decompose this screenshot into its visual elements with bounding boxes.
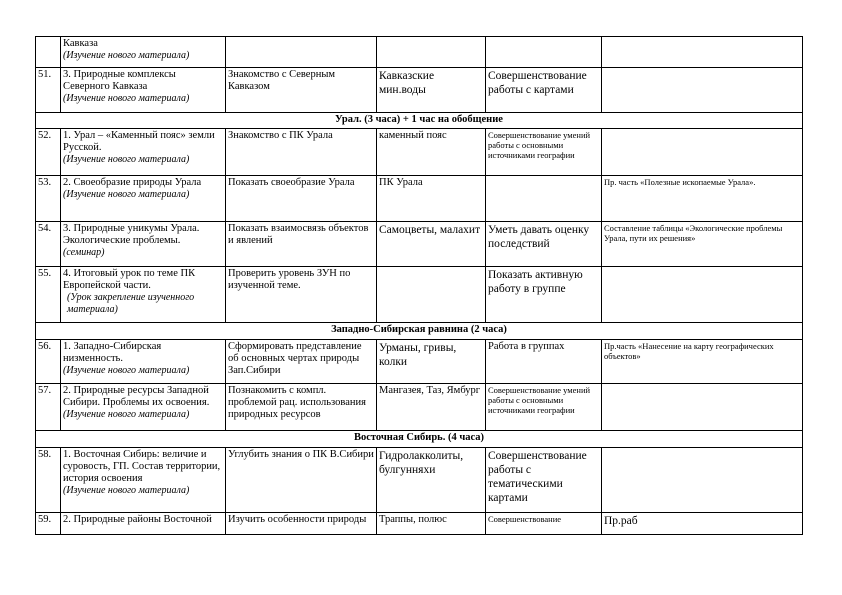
lesson-topic: 2. Природные ресурсы Западной Сибири. Проблемы их освоения. (Изучение нового материала)	[61, 384, 226, 431]
table-row	[36, 37, 803, 68]
lesson-topic: 2. Своеобразие природы Урала (Изучение нового материала)	[61, 176, 226, 222]
curriculum-table	[35, 36, 803, 535]
practical-work: Пр. часть «Полезные ископаемые Урала».	[602, 176, 803, 222]
section-title: Урал. (3 часа) + 1 час на обобщение	[36, 113, 803, 129]
practical-work: Составление таблицы «Экологические проблемы Урала, пути их решения»	[602, 222, 803, 267]
lesson-goal: Показать своеобразие Урала	[226, 176, 377, 222]
lesson-topic: 1. Восточная Сибирь: величие и суровость, ГП. Состав территории, история освоения (Изучение нового материала)	[61, 448, 226, 513]
lesson-goal: Сформировать представление об основных чертах природы Зап.Сибири	[226, 340, 377, 384]
skills: Совершенствование работы с тематическими картами	[486, 448, 602, 513]
table-row	[36, 222, 803, 267]
section-header	[36, 113, 803, 129]
row-number: 52.	[36, 129, 61, 176]
table-row	[36, 267, 803, 323]
table-row	[36, 68, 803, 113]
row-number: 51.	[36, 68, 61, 113]
skills: Совершенствование умений работы с основными источниками географии	[486, 129, 602, 176]
lesson-goal: Познакомить с компл. проблемой рац. использования природных ресурсов	[226, 384, 377, 431]
key-terms: каменный пояс	[377, 129, 486, 176]
table-row	[36, 340, 803, 384]
section-title: Восточная Сибирь. (4 часа)	[36, 431, 803, 448]
lesson-goal: Знакомство с Северным Кавказом	[226, 68, 377, 113]
key-terms: Гидролакколиты, булгунняхи	[377, 448, 486, 513]
lesson-topic: 3. Природные уникумы Урала. Экологические проблемы. (семинар)	[61, 222, 226, 267]
section-header	[36, 431, 803, 448]
lesson-goal: Знакомство с ПК Урала	[226, 129, 377, 176]
row-number: 59.	[36, 513, 61, 535]
lesson-topic: 1. Западно-Сибирская низменность. (Изучение нового материала)	[61, 340, 226, 384]
practical-work: Пр.часть «Нанесение на карту географических объектов»	[602, 340, 803, 384]
table-row	[36, 176, 803, 222]
key-terms: Урманы, гривы, колки	[377, 340, 486, 384]
key-terms: ПК Урала	[377, 176, 486, 222]
row-number	[36, 37, 61, 68]
row-number: 54.	[36, 222, 61, 267]
row-number: 55.	[36, 267, 61, 323]
key-terms: Мангазея, Таз, Ямбург	[377, 384, 486, 431]
table-row	[36, 384, 803, 431]
skills: Совершенствование работы с картами	[486, 68, 602, 113]
key-terms: Кавказские мин.воды	[377, 68, 486, 113]
skills: Уметь давать оценку последствий	[486, 222, 602, 267]
lesson-topic: 1. Урал – «Каменный пояс» земли Русской. (Изучение нового материала)	[61, 129, 226, 176]
lesson-topic: 3. Природные комплексы Северного Кавказа (Изучение нового материала)	[61, 68, 226, 113]
row-number: 53.	[36, 176, 61, 222]
section-title: Западно-Сибирская равнина (2 часа)	[36, 323, 803, 340]
section-header	[36, 323, 803, 340]
table-row	[36, 513, 803, 535]
lesson-topic: 4. Итоговый урок по теме ПК Европейской части. (Урок закрепление изученного материала)	[61, 267, 226, 323]
lesson-goal: Изучить особенности природы	[226, 513, 377, 535]
skills: Работа в группах	[486, 340, 602, 384]
lesson-goal: Углубить знания о ПК В.Сибири	[226, 448, 377, 513]
table-row	[36, 129, 803, 176]
key-terms: Самоцветы, малахит	[377, 222, 486, 267]
skills: Совершенствование умений работы с основными источниками географии	[486, 384, 602, 431]
skills: Показать активную работу в группе	[486, 267, 602, 323]
row-number: 57.	[36, 384, 61, 431]
row-number: 58.	[36, 448, 61, 513]
key-terms: Траппы, полюс	[377, 513, 486, 535]
lesson-topic: 2. Природные районы Восточной	[61, 513, 226, 535]
practical-work: Пр.раб	[602, 513, 803, 535]
table-row	[36, 448, 803, 513]
skills: Совершенствование	[486, 513, 602, 535]
lesson-goal: Показать взаимосвязь объектов и явлений	[226, 222, 377, 267]
lesson-topic: Кавказа (Изучение нового материала)	[61, 37, 226, 68]
row-number: 56.	[36, 340, 61, 384]
lesson-goal: Проверить уровень ЗУН по изученной теме.	[226, 267, 377, 323]
